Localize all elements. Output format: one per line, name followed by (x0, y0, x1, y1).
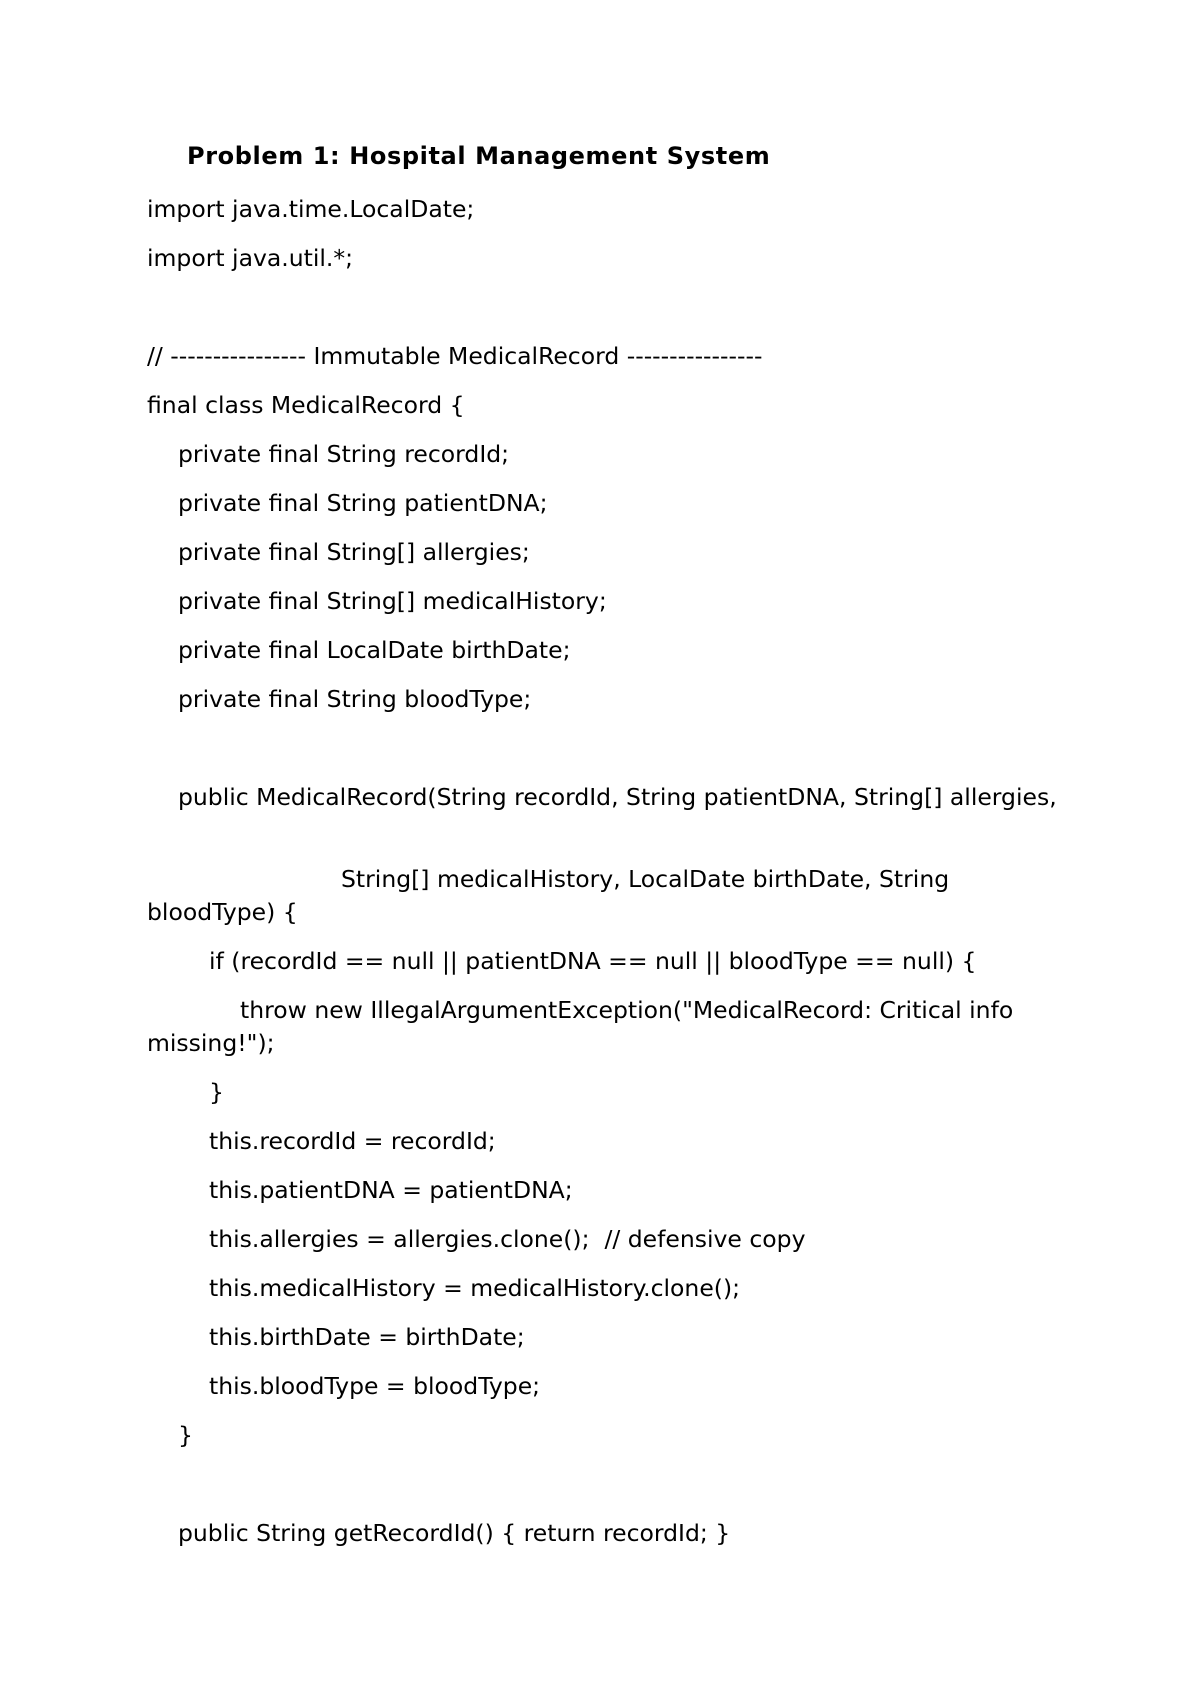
code-line-null-check: if (recordId == null || patientDNA == null || bloodType == null) { (209, 947, 977, 975)
code-line-comment: // ---------------- Immutable MedicalRecord ---------------- (147, 342, 763, 370)
code-line-import-util: import java.util.*; (147, 244, 354, 272)
document-title: Problem 1: Hospital Management System (187, 142, 771, 170)
code-line-class-declaration: final class MedicalRecord { (147, 391, 465, 419)
code-line-assign-medicalhistory: this.medicalHistory = medicalHistory.clone(); (209, 1274, 741, 1302)
code-line-if-close-brace: } (209, 1078, 224, 1106)
code-line-constructor-signature: public MedicalRecord(String recordId, String patientDNA, String[] allergies, (178, 783, 1057, 811)
code-line-import-localdate: import java.time.LocalDate; (147, 195, 475, 223)
code-line-assign-patientdna: this.patientDNA = patientDNA; (209, 1176, 573, 1204)
code-line-field-recordid: private final String recordId; (178, 440, 510, 468)
code-line-field-medicalhistory: private final String[] medicalHistory; (178, 587, 607, 615)
code-line-field-patientdna: private final String patientDNA; (178, 489, 548, 517)
code-line-assign-allergies: this.allergies = allergies.clone(); // defensive copy (209, 1225, 806, 1253)
code-line-field-allergies: private final String[] allergies; (178, 538, 530, 566)
code-line-assign-birthdate: this.birthDate = birthDate; (209, 1323, 525, 1351)
code-line-constructor-params: String[] medicalHistory, LocalDate birthDate, String bloodType) { (147, 865, 950, 926)
code-line-assign-bloodtype: this.bloodType = bloodType; (209, 1372, 541, 1400)
code-line-getter-recordid: public String getRecordId() { return recordId; } (178, 1519, 731, 1547)
code-line-field-birthdate: private final LocalDate birthDate; (178, 636, 571, 664)
code-line-throw-exception: throw new IllegalArgumentException("MedicalRecord: Critical info missing!"); (147, 996, 1014, 1057)
code-line-field-bloodtype: private final String bloodType; (178, 685, 532, 713)
code-line-assign-recordid: this.recordId = recordId; (209, 1127, 496, 1155)
code-line-constructor-close-brace: } (178, 1421, 193, 1449)
